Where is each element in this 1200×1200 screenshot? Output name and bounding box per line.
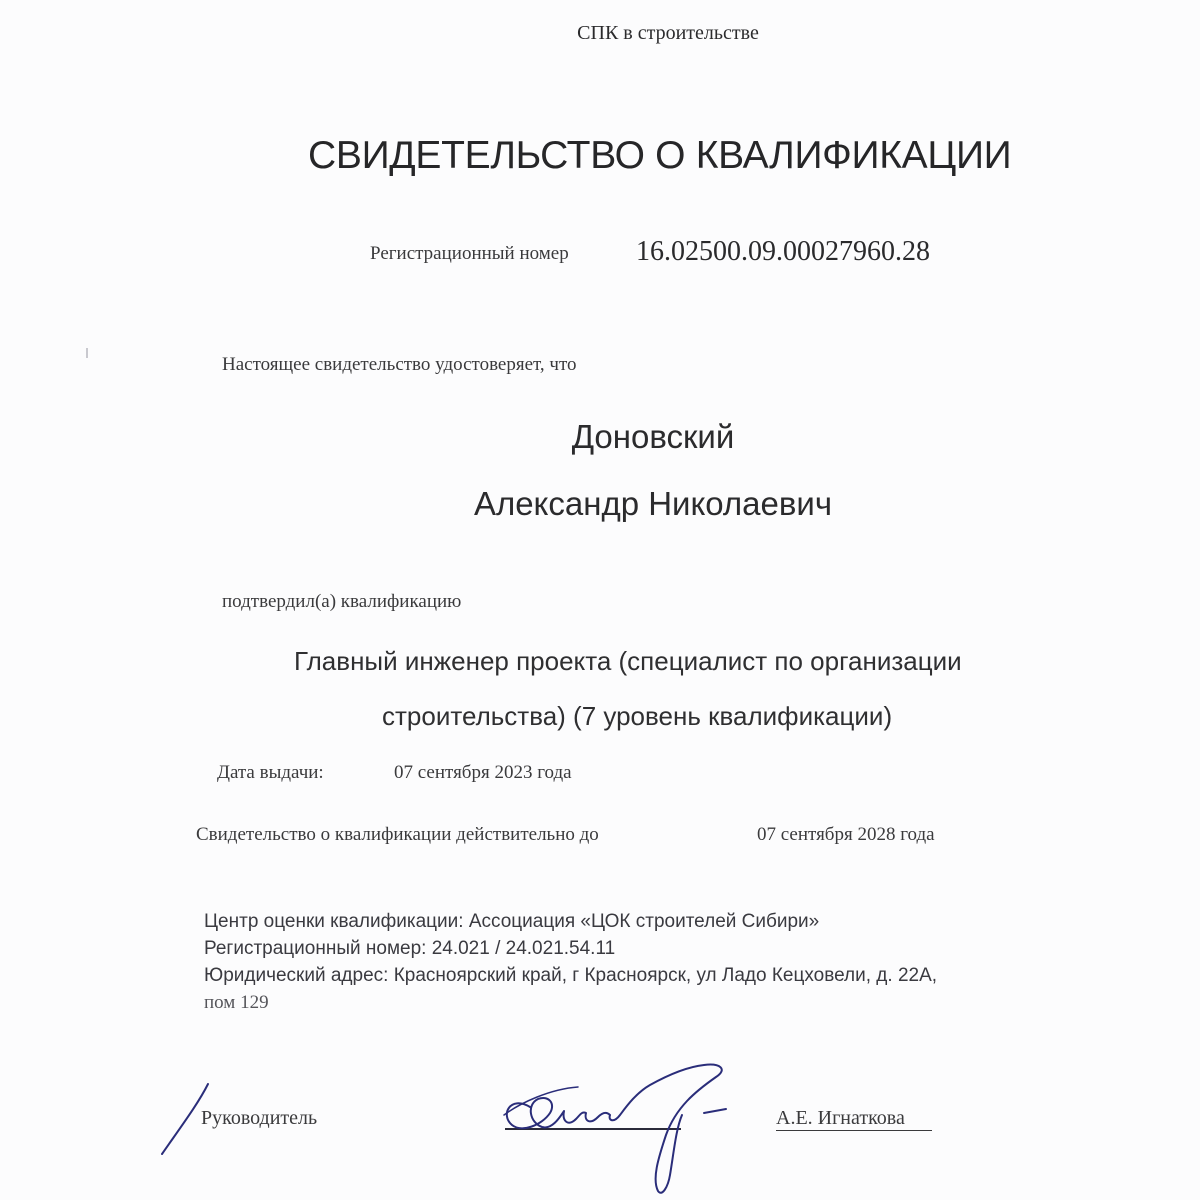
holder-given-names: Александр Николаевич bbox=[473, 485, 833, 522]
certifies-statement: Настоящее свидетельство удостоверяет, что bbox=[222, 354, 577, 375]
assessment-center-address: Юридический адрес: Красноярский край, г Красноярск, ул Ладо Кецховели, д. 22А, bbox=[204, 965, 938, 986]
registration-number-value: 16.02500.09.00027960.28 bbox=[636, 236, 930, 267]
assessment-center-address-cont: пом 129 bbox=[204, 992, 269, 1013]
issuing-council: СПК в строительстве bbox=[577, 22, 759, 44]
issue-date-value: 07 сентября 2023 года bbox=[394, 762, 572, 783]
valid-until-label: Свидетельство о квалификации действительно до bbox=[196, 824, 599, 845]
assessment-center-registration: Регистрационный номер: 24.021 / 24.021.54.11 bbox=[204, 938, 616, 959]
scan-edge-mark bbox=[86, 348, 88, 358]
signatory-name-underline bbox=[776, 1130, 932, 1131]
qualification-line-1: Главный инженер проекта (специалист по организации bbox=[294, 646, 962, 676]
handwritten-signature bbox=[490, 1055, 780, 1200]
confirmed-qualification-statement: подтвердил(а) квалификацию bbox=[222, 591, 462, 612]
holder-surname: Доновский bbox=[571, 418, 735, 455]
issue-date-label: Дата выдачи: bbox=[217, 762, 324, 783]
valid-until-value: 07 сентября 2028 года bbox=[757, 824, 935, 845]
signatory-role: Руководитель bbox=[201, 1107, 318, 1129]
qualification-line-2: строительства) (7 уровень квалификации) bbox=[382, 701, 893, 731]
signatory-name: А.Е. Игнаткова bbox=[776, 1107, 905, 1129]
registration-number-label: Регистрационный номер bbox=[370, 243, 569, 264]
certificate-title: СВИДЕТЕЛЬСТВО О КВАЛИФИКАЦИИ bbox=[308, 134, 1012, 177]
assessment-center-name: Центр оценки квалификации: Ассоциация «ЦОК строителей Сибири» bbox=[204, 911, 820, 932]
